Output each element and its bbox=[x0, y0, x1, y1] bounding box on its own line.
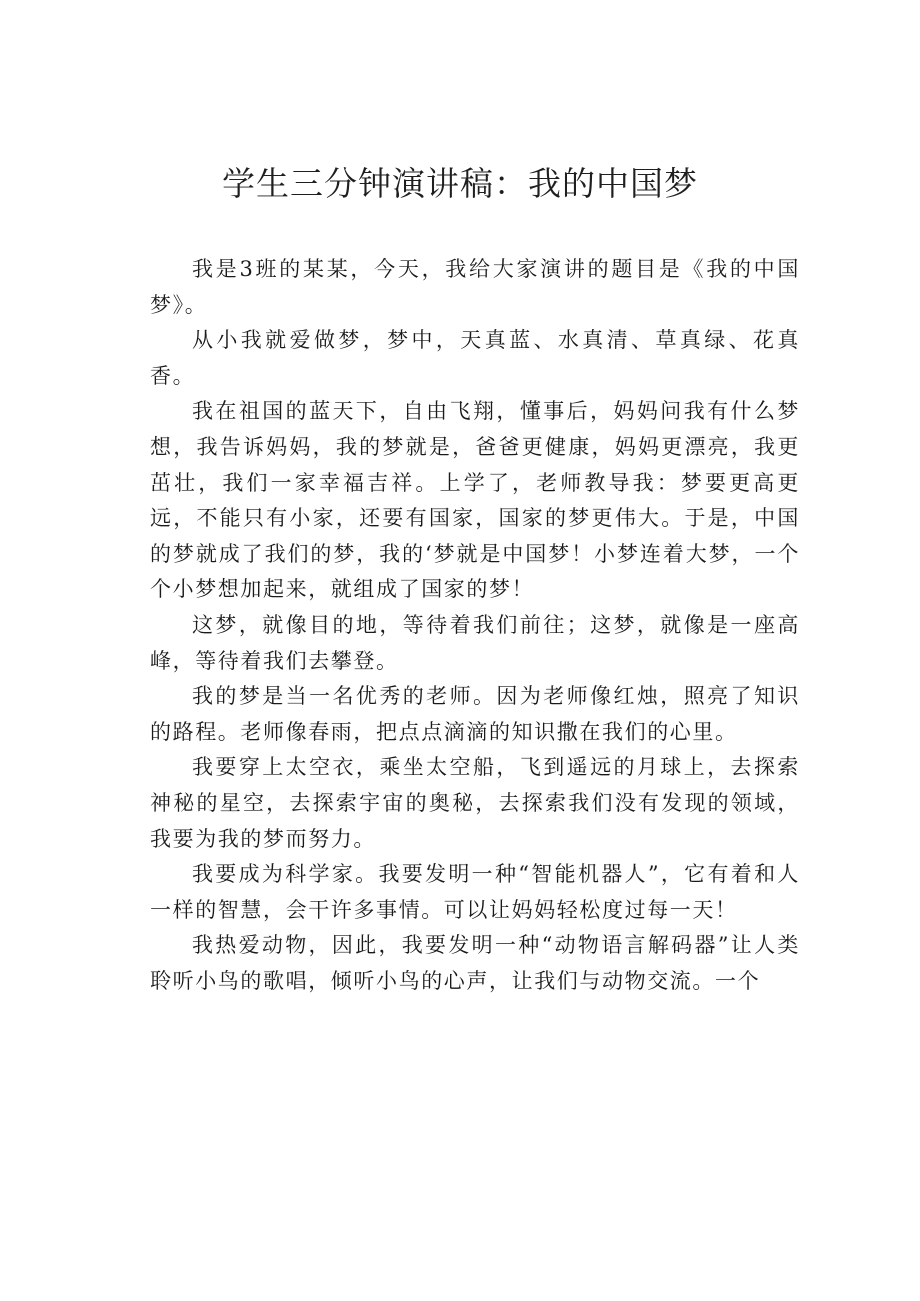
paragraph: 我要成为科学家。我要发明一种“智能机器人”，它有着和人一样的智慧，会干许多事情。可以让妈妈轻松度过每一天！ bbox=[150, 862, 800, 922]
paragraph: 我热爱动物，因此，我要发明一种“动物语言解码器”让人类聆听小鸟的歌唱，倾听小鸟的心声，让我们与动物交流。一个 bbox=[150, 933, 800, 993]
document-body bbox=[150, 252, 800, 999]
paragraph: 我是3班的某某，今天，我给大家演讲的题目是《我的中国梦》。 bbox=[150, 257, 800, 317]
paragraph: 我要穿上太空衣，乘坐太空船，飞到遥远的月球上，去探索神秘的星空，去探索宇宙的奥秘，去探索我们没有发现的领域，我要为我的梦而努力。 bbox=[150, 755, 800, 851]
document-title: 学生三分钟演讲稿：我的中国梦 bbox=[222, 164, 698, 203]
paragraph: 从小我就爱做梦，梦中，天真蓝、水真清、草真绿、花真香。 bbox=[150, 328, 800, 388]
paragraph: 我的梦是当一名优秀的老师。因为老师像红烛，照亮了知识的路程。老师像春雨，把点点滴滴的知识撒在我们的心里。 bbox=[150, 684, 800, 744]
paragraph: 我在祖国的蓝天下，自由飞翔，懂事后，妈妈问我有什么梦想，我告诉妈妈，我的梦就是，爸爸更健康，妈妈更漂亮，我更茁壮，我们一家幸福吉祥。上学了，老师教导我：梦要更高更远，不能只有小家，还要有国家，国家的梦更伟大。于是，中国的梦就成了我们的梦，我的‘梦就是中国梦！小梦连着大梦，一个个小梦想加起来，就组成了国家的梦！ bbox=[150, 399, 800, 602]
paragraph: 这梦，就像目的地，等待着我们前往；这梦，就像是一座高峰，等待着我们去攀登。 bbox=[150, 612, 800, 673]
